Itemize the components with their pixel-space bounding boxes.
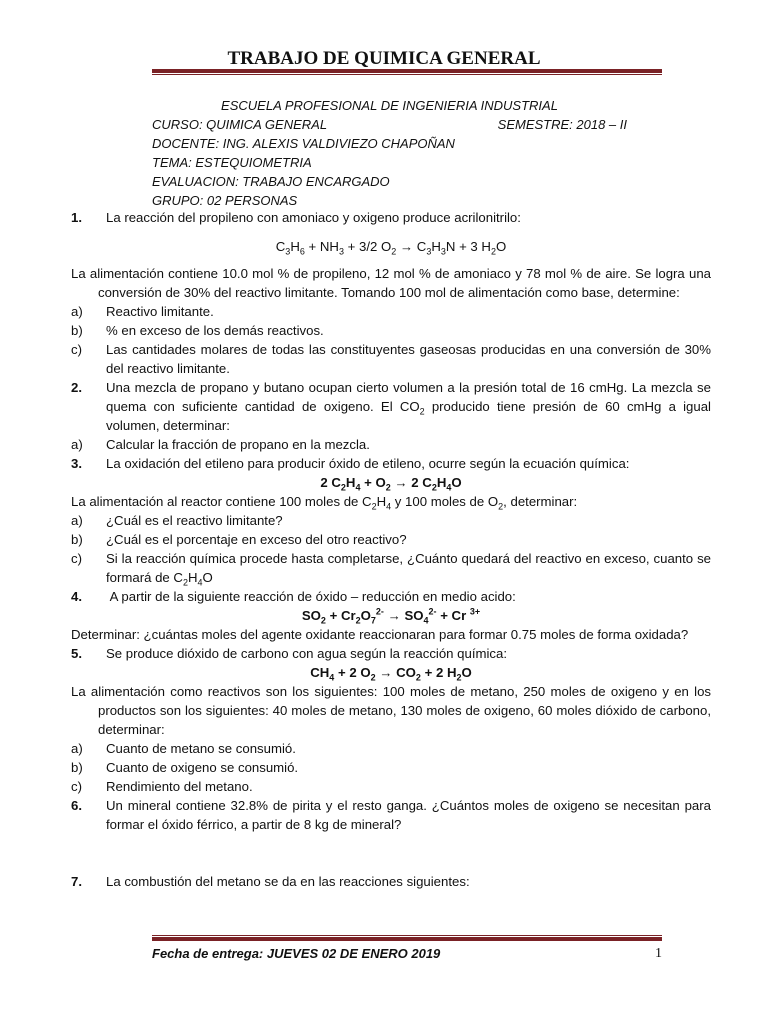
teacher-label: DOCENTE: ING. ALEXIS VALDIVIEZO CHAPOÑAN xyxy=(152,136,455,151)
equation-3: 2 $C_2H_4 + O_2 \to 2$ $C_2H_4O$ xyxy=(320,475,462,493)
question-text: La combustión del metano se da en las reacciones siguientes: xyxy=(106,874,470,889)
question-1 xyxy=(71,208,711,227)
question-text: A partir de la siguiente reacción de óxido – reducción en medio acido: xyxy=(109,589,516,604)
question-number: 6. xyxy=(71,798,82,813)
equation-4: $SO_2 + Cr_2O_7^{2-} \to SO_4^{2-} + Cr$ $^{3+}$ xyxy=(301,606,481,626)
group-label: GRUPO: 02 PERSONAS xyxy=(152,193,298,208)
semester-label: SEMESTRE: 2018 – II xyxy=(497,117,627,132)
equation-5: $CH_4 + 2$ $O_2 \to CO_2 + 2$ $H_2O$ xyxy=(310,665,472,683)
document-body xyxy=(71,208,711,891)
question-number: 7. xyxy=(71,874,82,889)
question-number: 1. xyxy=(71,210,82,225)
question-5 xyxy=(71,644,711,663)
question-3 xyxy=(71,454,711,473)
question-5-paragraph: La alimentación como reactivos son los siguientes: 100 moles de metano, 250 moles de oxigeno y en los productos son los siguientes: 40 moles de metano, 130 moles de oxigeno, 60 moles dióxido de carbono, determinar: xyxy=(71,684,711,737)
document-title: TRABAJO DE QUIMICA GENERAL xyxy=(227,48,541,69)
list-item: a) Calcular la fracción de propano en la mezcla. xyxy=(71,437,370,452)
question-text: La reacción del propileno con amoniaco y oxigeno produce acrilonitrilo: xyxy=(106,210,521,225)
question-2 xyxy=(71,378,711,435)
school-name: ESCUELA PROFESIONAL DE INGENIERIA INDUSTRIAL xyxy=(221,98,558,113)
topic-label: TEMA: ESTEQUIOMETRIA xyxy=(152,155,312,170)
list-item: a) Reactivo limitante. xyxy=(71,304,214,319)
question-text: Una mezcla de propano y butano ocupan cierto volumen a la presión total de 16 cmHg. La mezcla se quema con suficiente cantidad de oxigeno. El $CO_2$ producido tiene presión de 60 cmHg a igual volumen, determinar: xyxy=(106,380,711,433)
question-3-paragraph: La alimentación al reactor contiene 100 moles de $C_2H_4$ y 100 moles de $O_2$, determinar: xyxy=(71,494,578,512)
question-number: 3. xyxy=(71,456,82,471)
page-number: 1 xyxy=(655,946,662,961)
list-item: b) ¿Cuál es el porcentaje en exceso del otro reactivo? xyxy=(71,532,407,547)
question-4-paragraph: Determinar: ¿cuántas moles del agente oxidante reaccionaran para formar 0.75 moles de forma oxidada? xyxy=(71,627,689,642)
list-item: b) % en exceso de los demás reactivos. xyxy=(71,323,324,338)
list-item: c) Rendimiento del metano. xyxy=(71,779,253,794)
question-number: 2. xyxy=(71,380,82,395)
list-item: b) Cuanto de oxigeno se consumió. xyxy=(71,760,299,775)
page-footer xyxy=(152,944,662,963)
footer-rule xyxy=(152,935,662,941)
question-number: 4. xyxy=(71,589,82,604)
due-date: Fecha de entrega: JUEVES 02 DE ENERO 2019 xyxy=(152,946,441,961)
question-text: Se produce dióxido de carbono con agua según la reacción química: xyxy=(106,646,508,661)
document-header xyxy=(152,96,627,210)
course-label: CURSO: QUIMICA GENERAL xyxy=(152,117,328,132)
question-text: La oxidación del etileno para producir óxido de etileno, ocurre según la ecuación química: xyxy=(106,456,630,471)
question-number: 5. xyxy=(71,646,82,661)
question-4 xyxy=(71,587,711,606)
question-1-paragraph: La alimentación contiene 10.0 mol % de propileno, 12 mol % de amoniaco y 78 mol % de aire. Se logra una conversión de 30% del reactivo limitante. Tomando 100 mol de alimentación como base, determine: xyxy=(71,266,711,300)
question-6 xyxy=(71,796,711,834)
equation-1: $C_3H_6 + NH_3 + 3/2$ $O_2 \to C_3H_3N + 3$ $H_2O$ xyxy=(275,239,507,257)
question-7 xyxy=(71,872,711,891)
evaluation-label: EVALUACION: TRABAJO ENCARGADO xyxy=(152,174,390,189)
course-row xyxy=(152,115,627,134)
list-item: c) Si la reacción química procede hasta completarse, ¿Cuánto quedará del reactivo en exceso, cuanto se formará de $C_2H_4O$ xyxy=(71,551,711,588)
header-rule xyxy=(152,69,662,77)
list-item: a) Cuanto de metano se consumió. xyxy=(71,741,296,756)
list-item: c) Las cantidades molares de todas las constituyentes gaseosas producidas en una conversión de 30% del reactivo limitante. xyxy=(71,342,711,376)
question-text: Un mineral contiene 32.8% de pirita y el resto ganga. ¿Cuántos moles de oxigeno se necesitan para formar el óxido férrico, a partir de 8 kg de mineral? xyxy=(106,798,711,832)
list-item: a) ¿Cuál es el reactivo limitante? xyxy=(71,513,283,528)
